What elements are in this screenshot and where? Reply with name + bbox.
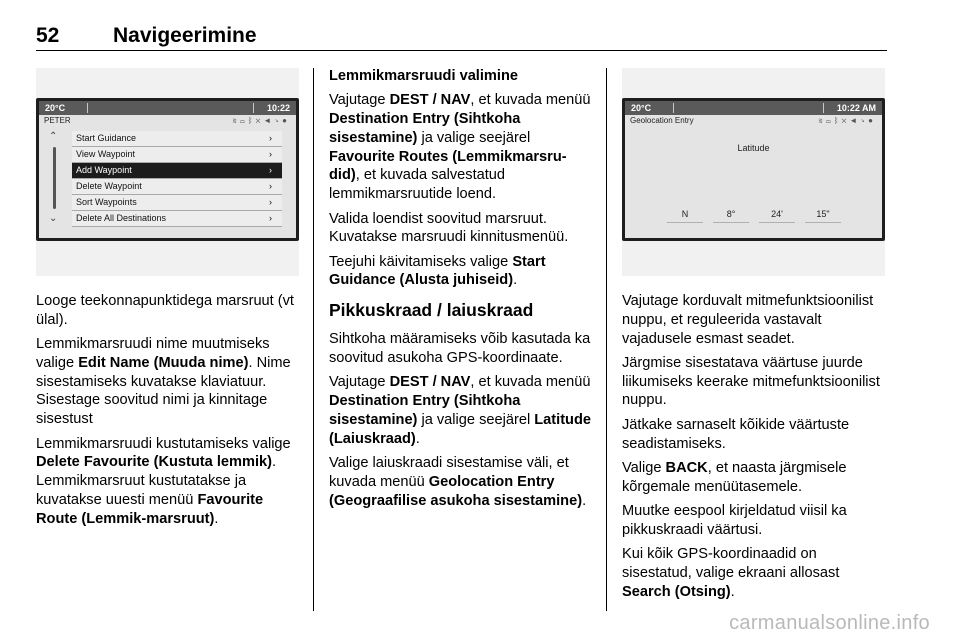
paragraph: Valige laiuskraadi sisestamise väli, et kuvada menüü Geolocation Entry (Geograafilise asukoha sisestamine). xyxy=(329,455,587,509)
menu-item-label: Start Guidance xyxy=(76,133,137,143)
latitude-label: Latitude xyxy=(737,143,770,153)
menu-item[interactable] xyxy=(72,163,282,179)
status-icons xyxy=(818,115,876,127)
paragraph: Looge teekonnapunktidega marsruut (vt ülal). xyxy=(36,293,294,328)
chevron-right-icon: › xyxy=(269,165,272,175)
paragraph: Jätkake sarnaselt kõikide väärtuste seadistamiseks. xyxy=(622,416,850,452)
chevron-right-icon: › xyxy=(269,181,272,191)
mute-icon: ✕ xyxy=(841,116,850,125)
screen-subtitle: Geolocation Entry xyxy=(630,116,694,125)
coord-minutes[interactable]: 24' xyxy=(771,209,783,219)
clock: 10:22 xyxy=(266,103,290,113)
call-icon: ↘ xyxy=(860,116,869,125)
chevron-right-icon: › xyxy=(269,213,272,223)
chapter-title: Navigeerimine xyxy=(113,24,257,47)
status-bar xyxy=(39,101,296,115)
coord-degrees[interactable]: 8° xyxy=(726,209,736,219)
paragraph: Lemmikmarsruudi kustutamiseks valige Delete Favourite (Kustuta lemmik). Lemmikmarsruut kustutatakse ja kuvatakse uuesti menüü Favourite Route (Lemmik-marsruut). xyxy=(36,435,291,527)
section-heading-large: Pikkuskraad / laiuskraad xyxy=(329,300,534,321)
menu-item[interactable] xyxy=(72,147,282,163)
chevron-right-icon: › xyxy=(269,149,272,159)
bluetooth-icon: ᛒ xyxy=(247,116,256,125)
paragraph: Järgmise sisestatava väärtuse juurde liikumiseks keerake mitmefunktsioonilist nuppu. xyxy=(622,354,880,409)
temperature: 20°C xyxy=(45,103,66,113)
coord-seconds[interactable]: 15" xyxy=(816,209,830,219)
signal-icon: ▭ xyxy=(825,116,834,125)
text-column-1 xyxy=(36,292,302,534)
temperature: 20°C xyxy=(631,103,652,113)
paragraph: Lemmikmarsruudi nime muutmiseks valige Edit Name (Muuda nime). Nime sisestamiseks kuvatakse klaviatuur. Sisestage soovitud nimi ja kinnitage sisestust xyxy=(36,336,291,428)
status-bar xyxy=(625,101,882,115)
paragraph: Valige BACK, et naasta järgmisele kõrgemale menüütasemele. xyxy=(622,459,847,495)
menu-item[interactable] xyxy=(72,211,282,227)
signal-icon: ▭ xyxy=(239,116,248,125)
chevron-up-icon: ⌃ xyxy=(49,131,58,142)
figure-waypoint-menu xyxy=(36,68,299,276)
text-column-3 xyxy=(622,292,888,607)
menu-item-label: Delete All Destinations xyxy=(76,213,167,223)
paragraph: Kui kõik GPS-koordinaadid on sisestatud, valige ekraani allosast Search (Otsing). xyxy=(622,546,840,600)
info-icon: ● xyxy=(282,116,290,125)
paragraph: Sihtkoha määramiseks võib kasutada ka soovitud asukoha GPS-koordinaate. xyxy=(329,331,591,367)
column-divider-1 xyxy=(313,68,314,611)
coord-hemisphere[interactable]: N xyxy=(681,209,689,219)
speaker-icon: ◄ xyxy=(263,116,275,125)
page-header xyxy=(36,24,886,52)
text-column-2 xyxy=(329,67,595,516)
display-screen xyxy=(36,98,299,241)
waypoint-menu xyxy=(72,131,282,227)
status-icons xyxy=(232,115,290,127)
menu-item[interactable] xyxy=(72,131,282,147)
chevron-right-icon: › xyxy=(269,197,272,207)
chevron-down-icon: ⌄ xyxy=(49,213,58,224)
menu-item[interactable] xyxy=(72,179,282,195)
scrollbar xyxy=(53,147,56,209)
chevron-right-icon: › xyxy=(269,133,272,143)
clock: 10:22 AM xyxy=(836,103,876,113)
paragraph: Vajutage korduvalt mitmefunktsioonilist nuppu, et reguleerida vastavalt vajadusele esmast seadet. xyxy=(622,293,874,347)
menu-item[interactable] xyxy=(72,195,282,211)
watermark: carmanualsonline.info xyxy=(729,612,930,634)
call-icon: ↘ xyxy=(274,116,283,125)
header-rule xyxy=(36,50,887,51)
section-heading: Lemmikmarsruudi valimine xyxy=(329,68,518,84)
mute-icon: ✕ xyxy=(255,116,264,125)
figure-geolocation-entry xyxy=(622,68,885,276)
speaker-icon: ◄ xyxy=(849,116,861,125)
page-number: 52 xyxy=(36,24,60,47)
column-divider-2 xyxy=(606,68,607,611)
menu-item-label: Add Waypoint xyxy=(76,165,132,175)
info-icon: ● xyxy=(868,116,876,125)
paragraph: Teejuhi käivitamiseks valige Start Guidance (Alusta juhiseid). xyxy=(329,253,546,289)
display-screen xyxy=(622,98,885,241)
paragraph: Muutke eespool kirjeldatud viisil ka pikkuskraadi väärtusi. xyxy=(622,502,847,538)
screen-subtitle: PETER xyxy=(44,116,71,125)
menu-item-label: Sort Waypoints xyxy=(76,197,137,207)
menu-item-label: View Waypoint xyxy=(76,149,136,159)
wifi-icon: ≋ xyxy=(232,116,240,125)
bluetooth-icon: ᛒ xyxy=(833,116,842,125)
paragraph: Valida loendist soovitud marsruut. Kuvatakse marsruudi kinnitusmenüü. xyxy=(329,210,569,246)
wifi-icon: ≋ xyxy=(818,116,826,125)
menu-item-label: Delete Waypoint xyxy=(76,181,142,191)
paragraph: Vajutage DEST / NAV, et kuvada menüü Destination Entry (Sihtkoha sisestamine) ja valige seejärel Favourite Routes (Lemmikmarsru-did), et kuvada salvestatud lemmikmarsruutide loend. xyxy=(329,92,591,203)
paragraph: Vajutage DEST / NAV, et kuvada menüü Destination Entry (Sihtkoha sisestamine) ja valige seejärel Latitude (Laiuskraad). xyxy=(329,374,592,447)
